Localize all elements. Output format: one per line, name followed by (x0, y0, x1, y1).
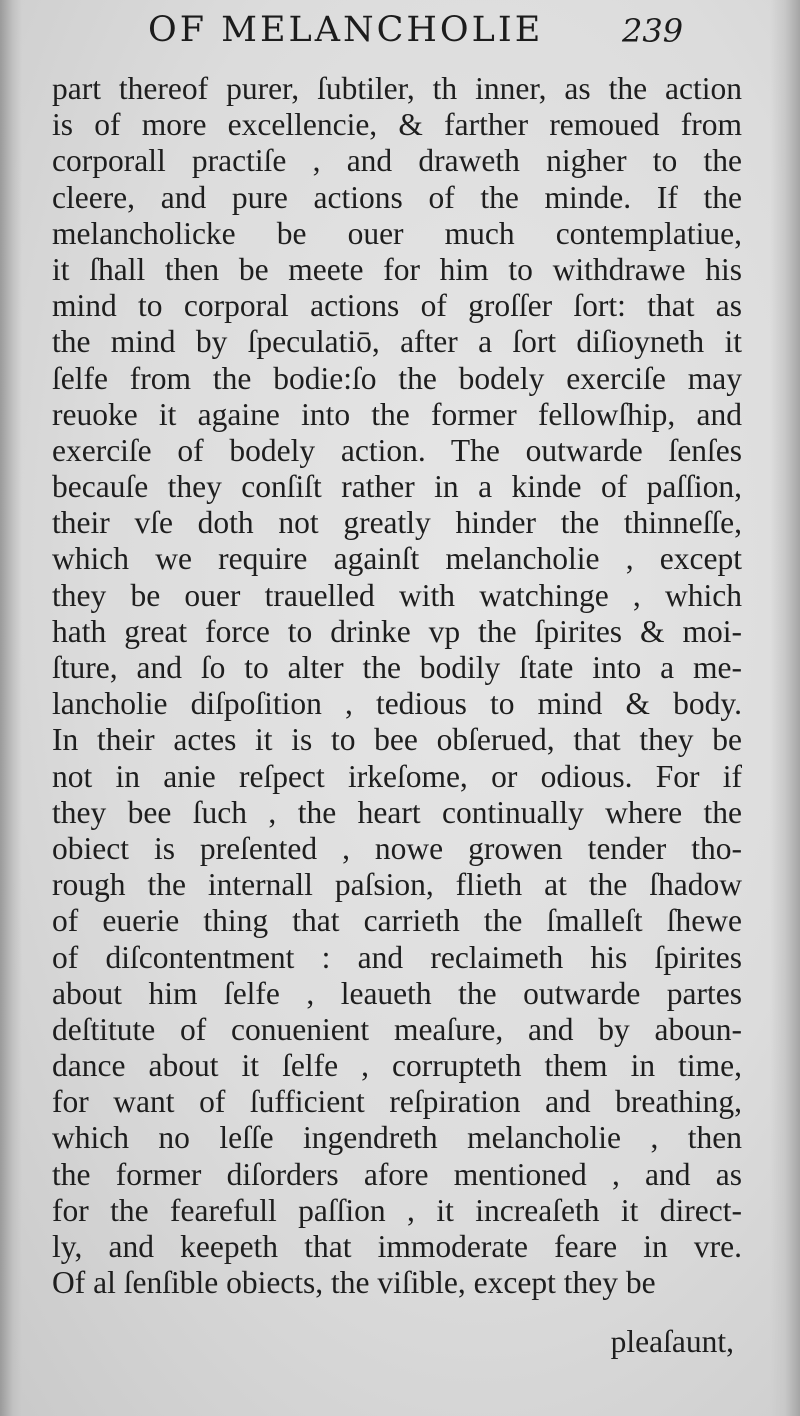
text-line: their vſe doth not greatly hinder the thinneſſe, (52, 505, 742, 541)
text-line: which we require againſt melancholie , except (52, 541, 742, 577)
text-line: becauſe they conſiſt rather in a kinde of paſſion, (52, 469, 742, 505)
text-line: not in anie reſpect irkeſome, or odious. For if (52, 758, 742, 794)
text-line: for want of ſufficient reſpiration and breathing, (52, 1084, 742, 1120)
text-line: about him ſelfe , leaueth the outwarde partes (52, 975, 742, 1011)
page-number: 239 (622, 12, 684, 50)
catchword: pleaſaunt, (610, 1324, 734, 1359)
text-line: In their actes it is to bee obſerued, that they be (52, 722, 742, 758)
text-line: of euerie thing that carrieth the ſmalleſt ſhewe (52, 903, 742, 939)
text-line: lancholie diſpoſition , tedious to mind & body. (52, 686, 742, 722)
text-line: obiect is preſented , nowe growen tender tho- (52, 830, 742, 866)
text-line: hath great force to drinke vp the ſpirites & moi- (52, 613, 742, 649)
text-line: they be ouer trauelled with watchinge , which (52, 577, 742, 613)
text-line: ſture, and ſo to alter the bodily ſtate into a me- (52, 650, 742, 685)
text-line: is of more excellencie, & farther remoued from (52, 107, 742, 143)
page-shadow-left (0, 0, 22, 1416)
text-line: of diſcontentment : and reclaimeth his ſpirites (52, 939, 742, 975)
text-line: rough the internall paſsion, flieth at the ſhadow (52, 867, 742, 903)
text-line: part thereof purer, ſubtiler, th inner, as the action (52, 71, 742, 106)
text-line: which no leſſe ingendreth melancholie , then (52, 1120, 742, 1156)
page-shadow-right (770, 0, 800, 1416)
text-line: they bee ſuch , the heart continually where the (52, 794, 742, 830)
text-line: ly, and keepeth that immoderate feare in vre. (52, 1229, 742, 1264)
page-header (0, 6, 800, 52)
text-line: mind to corporal actions of groſſer ſort: that as (52, 288, 742, 324)
text-line: the former diſorders afore mentioned , and as (52, 1156, 742, 1192)
text-line: the mind by ſpeculatiō, after a ſort diſioyneth it (52, 324, 742, 360)
text-line: it ſhall then be meete for him to withdrawe his (52, 251, 742, 287)
text-line: ſelfe from the bodie:ſo the bodely exerciſe may (52, 360, 742, 396)
text-line: dance about it ſelfe , corrupteth them in time, (52, 1048, 742, 1084)
text-line: Of al ſenſible obiects, the viſible, except they be (52, 1265, 656, 1301)
text-line: for the fearefull paſſion , it increaſeth it direct- (52, 1192, 742, 1228)
text-line: exerciſe of bodely action. The outwarde ſenſes (52, 432, 742, 468)
text-line: corporall practiſe , and draweth nigher to the (52, 143, 742, 179)
running-title: OF MELANCHOLIE (148, 10, 544, 50)
text-line: reuoke it againe into the former fellowſhip, and (52, 396, 742, 432)
text-line: cleere, and pure actions of the minde. If the (52, 179, 742, 215)
body-text (52, 71, 742, 1301)
text-line: melancholicke be ouer much contemplatiue, (52, 215, 742, 251)
text-line: deſtitute of conuenient meaſure, and by aboun- (52, 1011, 742, 1047)
